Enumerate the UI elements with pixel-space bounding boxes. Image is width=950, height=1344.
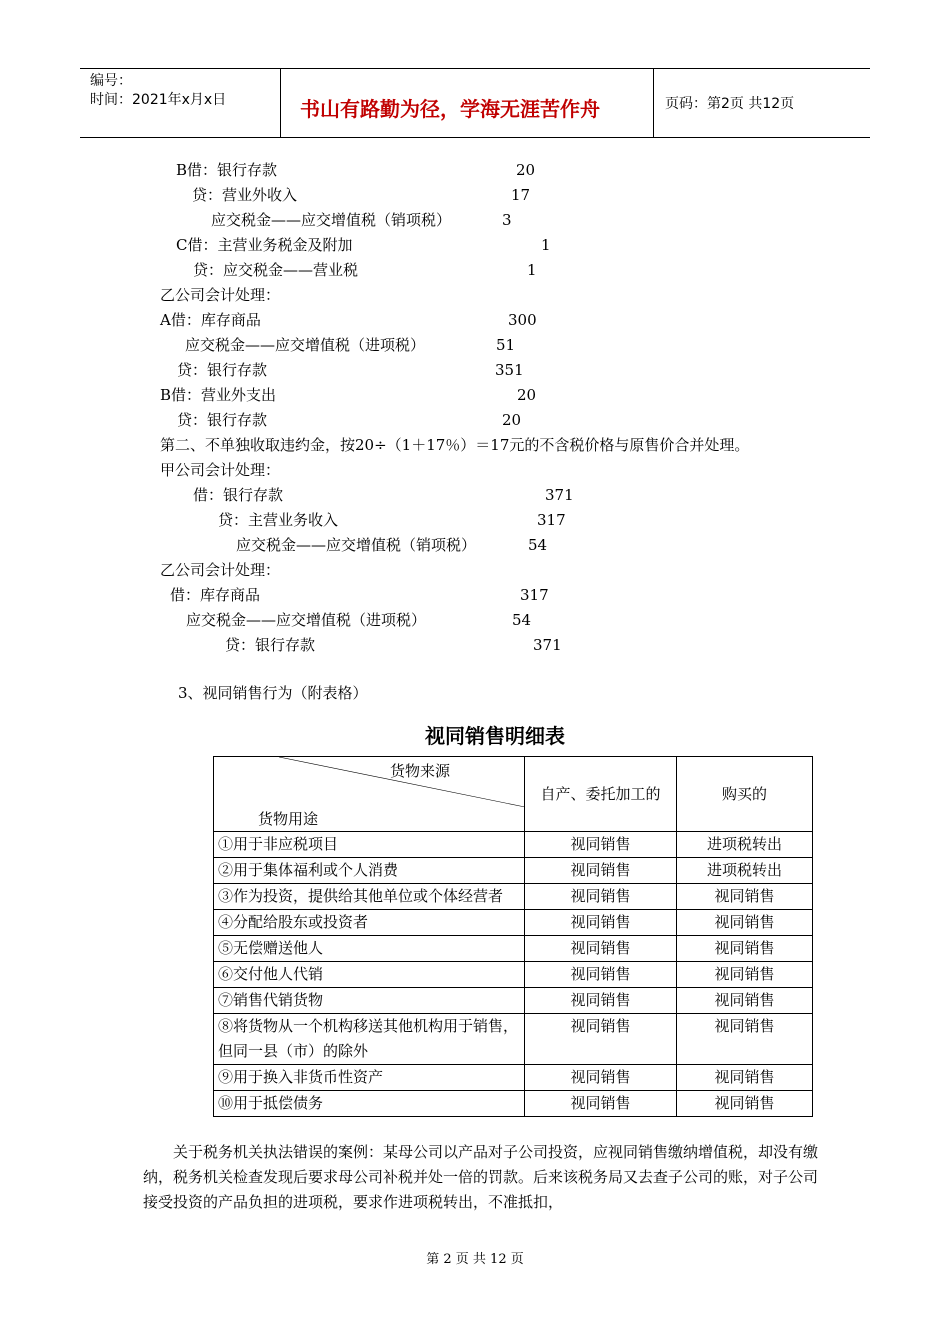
usage-cell: ③作为投资，提供给其他单位或个体经营者: [214, 884, 525, 910]
doc-time-label: 时间：2021年x月x日: [90, 92, 227, 108]
table-row: [214, 910, 813, 936]
entry-text: 乙公司会计处理：: [160, 286, 281, 304]
self-made-cell: 视同销售: [525, 988, 677, 1014]
purchased-cell: 进项税转出: [677, 832, 813, 858]
entry-text: 贷：银行存款: [225, 636, 316, 654]
table-row: [214, 988, 813, 1014]
entry-text: 贷：主营业务收入: [218, 511, 339, 529]
entry-amount: 17: [511, 186, 531, 204]
entry-text: 贷：银行存款: [177, 411, 268, 429]
table-row: [214, 1091, 813, 1117]
deemed-sales-table: [213, 756, 813, 1117]
usage-cell: ⑨用于换入非货币性资产: [214, 1065, 525, 1091]
usage-cell: ⑦销售代销货物: [214, 988, 525, 1014]
entry-text: 贷：应交税金——营业税: [193, 261, 359, 279]
entry-text: C借：主营业务税金及附加: [176, 236, 353, 254]
usage-cell: ⑩用于抵偿债务: [214, 1091, 525, 1117]
usage-cell: ⑧将货物从一个机构移送其他机构用于销售，但同一县（市）的除外: [214, 1014, 525, 1065]
purchased-cell: 视同销售: [677, 988, 813, 1014]
purchased-cell: 视同销售: [677, 1014, 813, 1065]
entry-text: 应交税金——应交增值税（进项税）: [186, 611, 427, 629]
entry-text: 借：库存商品: [170, 586, 261, 604]
entry-text: 应交税金——应交增值税（进项税）: [185, 336, 426, 354]
col-header-purchased: 购买的: [677, 757, 813, 832]
self-made-cell: 视同销售: [525, 1091, 677, 1117]
table-row: [214, 884, 813, 910]
usage-cell: ①用于非应税项目: [214, 832, 525, 858]
usage-cell: ④分配给股东或投资者: [214, 910, 525, 936]
self-made-cell: 视同销售: [525, 884, 677, 910]
purchased-cell: 视同销售: [677, 910, 813, 936]
purchased-cell: 视同销售: [677, 962, 813, 988]
entry-amount: 20: [516, 161, 536, 179]
col-header-self-made: 自产、委托加工的: [525, 757, 677, 832]
section-heading: 3、视同销售行为（附表格）: [178, 684, 368, 702]
entry-text: 第二、不单独收取违约金，按20÷（1＋17％）＝17元的不含税价格与原售价合并处理。: [160, 436, 750, 454]
self-made-cell: 视同销售: [525, 962, 677, 988]
self-made-cell: 视同销售: [525, 1065, 677, 1091]
entry-text: 借：银行存款: [193, 486, 284, 504]
page-info: 页码：第2页 共12页: [665, 96, 795, 112]
entry-amount: 54: [512, 611, 532, 629]
self-made-cell: 视同销售: [525, 1014, 677, 1065]
corner-cell: [214, 757, 525, 832]
entry-amount: 54: [528, 536, 548, 554]
entry-amount: 1: [541, 236, 551, 254]
entry-text: 贷：银行存款: [177, 361, 268, 379]
purchased-cell: 视同销售: [677, 1091, 813, 1117]
usage-cell: ⑤无偿赠送他人: [214, 936, 525, 962]
header-divider: [653, 69, 654, 137]
entry-amount: 20: [517, 386, 537, 404]
entry-text: B借：银行存款: [176, 161, 278, 179]
purchased-cell: 视同销售: [677, 1065, 813, 1091]
entry-text: B借：营业外支出: [160, 386, 277, 404]
case-paragraph: 关于税务机关执法错误的案例：某母公司以产品对子公司投资，应视同销售缴纳增值税，却没有缴纳，税务机关检查发现后要求母公司补税并处一倍的罚款。后来该税务局又去查子公司的账，对子公司接受投资的产品负担的进项税，要求作进项税转出，不准抵扣，: [143, 1143, 819, 1211]
entry-amount: 51: [496, 336, 516, 354]
entry-amount: 1: [527, 261, 537, 279]
table-row: [214, 936, 813, 962]
entry-amount: 371: [545, 486, 574, 504]
entry-amount: 317: [537, 511, 566, 529]
table-row: [214, 1065, 813, 1091]
table-row: [214, 1014, 813, 1065]
self-made-cell: 视同销售: [525, 936, 677, 962]
usage-cell: ②用于集体福利或个人消费: [214, 858, 525, 884]
entry-text: 甲公司会计处理：: [160, 461, 281, 479]
self-made-cell: 视同销售: [525, 858, 677, 884]
entry-text: 贷：营业外收入: [192, 186, 298, 204]
header-divider: [280, 69, 281, 137]
purchased-cell: 视同销售: [677, 936, 813, 962]
table-title: 视同销售明细表: [425, 724, 565, 748]
entry-amount: 20: [502, 411, 522, 429]
self-made-cell: 视同销售: [525, 832, 677, 858]
purchased-cell: 视同销售: [677, 884, 813, 910]
entry-amount: 3: [502, 211, 512, 229]
entry-text: A借：库存商品: [160, 311, 261, 329]
entry-amount: 351: [495, 361, 524, 379]
entry-text: 应交税金——应交增值税（销项税）: [211, 211, 452, 229]
entry-amount: 317: [520, 586, 549, 604]
purchased-cell: 进项税转出: [677, 858, 813, 884]
header-motto: 书山有路勤为径，学海无涯苦作舟: [300, 97, 600, 121]
page-footer: 第 2 页 共 12 页: [426, 1252, 524, 1267]
usage-cell: ⑥交付他人代销: [214, 962, 525, 988]
entry-text: 应交税金——应交增值税（销项税）: [236, 536, 477, 554]
entry-amount: 300: [508, 311, 537, 329]
table-row: [214, 832, 813, 858]
self-made-cell: 视同销售: [525, 910, 677, 936]
table-row: [214, 858, 813, 884]
entry-text: 乙公司会计处理：: [160, 561, 281, 579]
entry-amount: 371: [533, 636, 562, 654]
table-header-row: [214, 757, 813, 832]
corner-bottom-label: 货物用途: [258, 810, 319, 828]
corner-top-label: 货物来源: [390, 762, 451, 780]
doc-number-label: 编号：: [90, 73, 132, 89]
table-row: [214, 962, 813, 988]
